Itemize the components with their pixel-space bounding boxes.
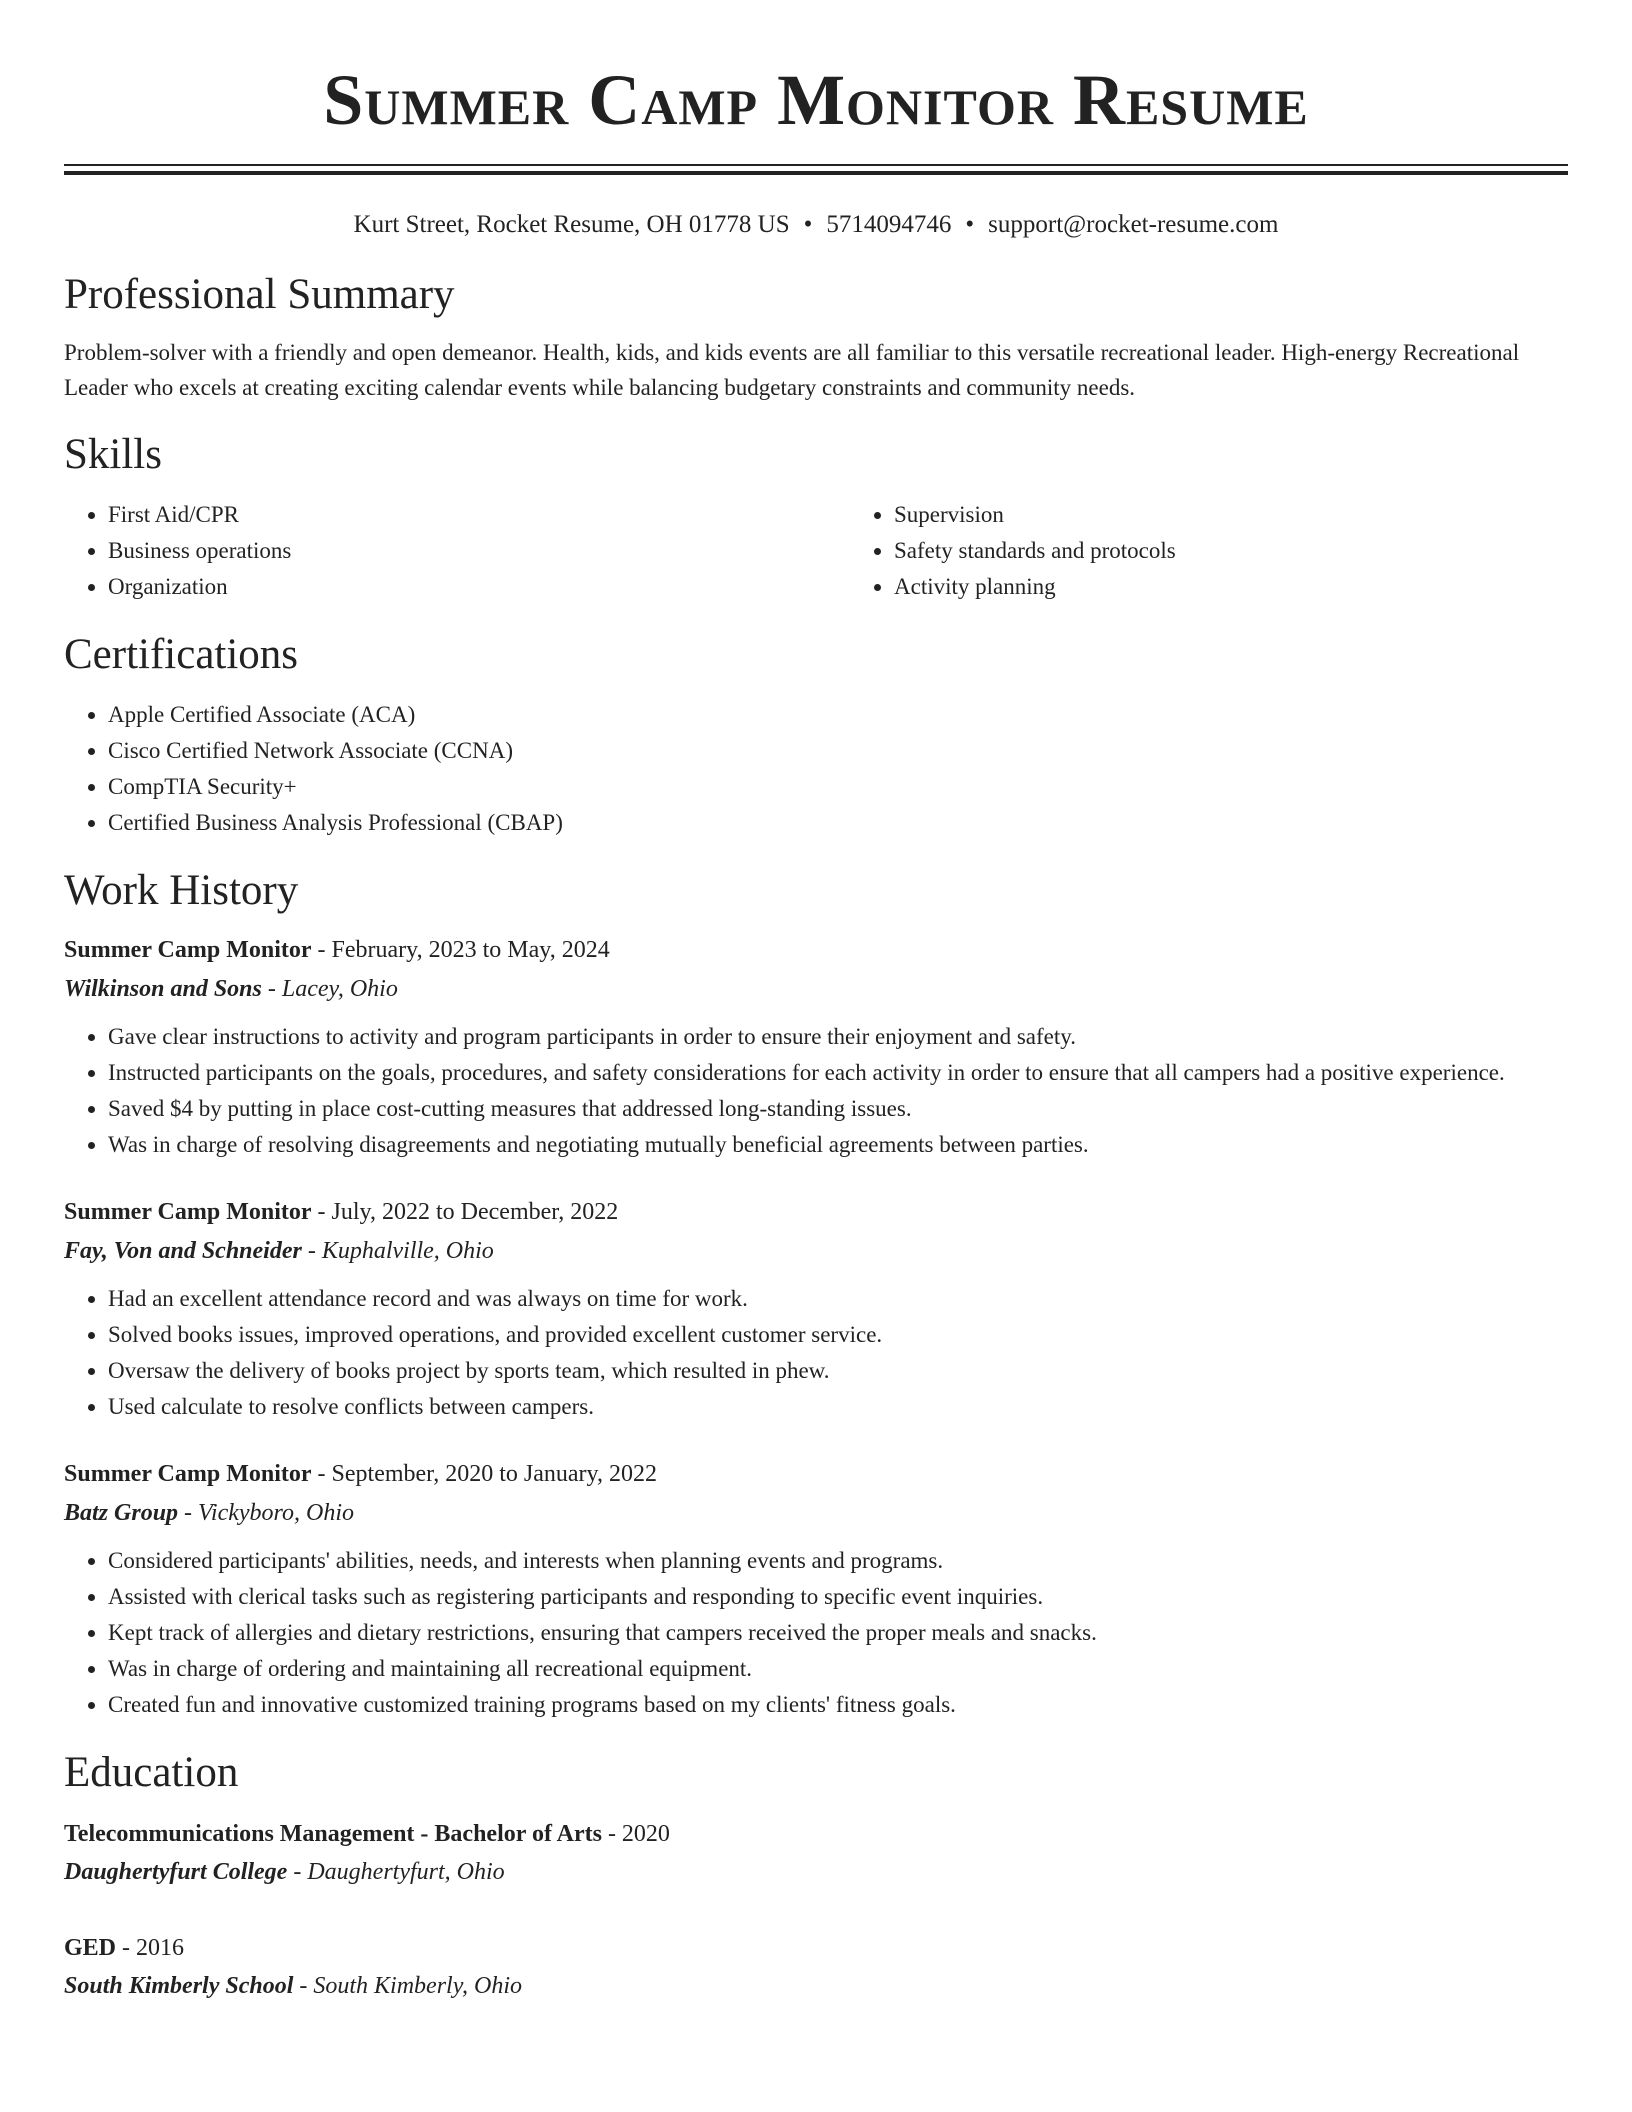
education-entry	[64, 1929, 1568, 2005]
job-bullets	[64, 1281, 1568, 1425]
job-title-line	[64, 931, 1568, 969]
contact-line	[64, 209, 1568, 241]
education-year: - 2020	[601, 1821, 670, 1847]
education-school-line	[64, 1853, 1568, 1891]
skills-heading: Skills	[64, 431, 162, 478]
job-location: - Lacey, Ohio	[261, 976, 398, 1002]
job-company-line	[64, 1231, 1568, 1271]
education-heading: Education	[64, 1749, 239, 1796]
job-dates: - July, 2022 to December, 2022	[311, 1199, 619, 1225]
skills-columns	[64, 497, 1568, 605]
work-history-section	[64, 865, 1568, 1723]
education-school: South Kimberly School	[64, 1973, 294, 1999]
education-degree: GED	[64, 1935, 117, 1961]
job-dates: - February, 2023 to May, 2024	[311, 937, 610, 963]
certification-item: • Certified Business Analysis Professional (CBAP)	[108, 805, 1568, 841]
job-title-line	[64, 1193, 1568, 1231]
contact-separator: •	[965, 211, 975, 238]
certifications-list	[64, 697, 1568, 841]
skill-item: • Safety standards and protocols	[894, 533, 1176, 569]
education-degree: Telecommunications Management - Bachelor of Arts	[64, 1821, 602, 1847]
job-bullet: • Was in charge of ordering and maintaining all recreational equipment.	[108, 1651, 1568, 1687]
job-bullet: • Was in charge of resolving disagreements and negotiating mutually beneficial agreements between parties.	[108, 1127, 1568, 1163]
skill-item: • Business operations	[108, 533, 850, 569]
contact-phone: 5714094746	[826, 211, 952, 238]
job-bullet: • Kept track of allergies and dietary restrictions, ensuring that campers received the proper meals and snacks.	[108, 1615, 1568, 1651]
contact-address: Kurt Street, Rocket Resume, OH 01778 US	[353, 211, 790, 238]
job-entry	[64, 931, 1568, 1163]
job-company: Fay, Von and Schneider	[64, 1238, 302, 1264]
job-company-line	[64, 1493, 1568, 1533]
work-history-heading: Work History	[64, 867, 299, 914]
certifications-heading: Certifications	[64, 631, 299, 678]
job-bullet: • Considered participants' abilities, needs, and interests when planning events and programs.	[108, 1543, 1568, 1579]
title-divider-thick	[64, 171, 1568, 175]
job-bullet: • Used calculate to resolve conflicts between campers.	[108, 1389, 1568, 1425]
job-location: - Vickyboro, Ohio	[178, 1500, 354, 1526]
certification-item: • Apple Certified Associate (ACA)	[108, 697, 1568, 733]
skill-item: • Activity planning	[894, 569, 1176, 605]
job-bullet: • Saved $4 by putting in place cost-cutting measures that addressed long-standing issues.	[108, 1091, 1568, 1127]
job-entry	[64, 1193, 1568, 1425]
page-title: Summer Camp Monitor Resume	[323, 60, 1309, 140]
job-title: Summer Camp Monitor	[64, 1461, 312, 1487]
education-entry	[64, 1815, 1568, 1891]
job-entry	[64, 1455, 1568, 1723]
job-bullets	[64, 1019, 1568, 1163]
job-bullet: • Assisted with clerical tasks such as registering participants and responding to specific event inquiries.	[108, 1579, 1568, 1615]
contact-separator: •	[803, 211, 813, 238]
education-location: - South Kimberly, Ohio	[293, 1973, 523, 1999]
summary-text: Problem-solver with a friendly and open demeanor. Health, kids, and kids events are all familiar to this versatile recreational leader. High-energy Recreational Leader who excels at creating exciting calendar events while balancing budgetary constraints and community needs.	[64, 340, 1520, 400]
job-company-line	[64, 969, 1568, 1009]
job-title: Summer Camp Monitor	[64, 1199, 312, 1225]
job-bullet: • Had an excellent attendance record and was always on time for work.	[108, 1281, 1568, 1317]
job-dates: - September, 2020 to January, 2022	[311, 1461, 657, 1487]
skill-item: • Supervision	[894, 497, 1176, 533]
job-bullet: • Gave clear instructions to activity and program participants in order to ensure their enjoyment and safety.	[108, 1019, 1568, 1055]
job-bullet: • Oversaw the delivery of books project by sports team, which resulted in phew.	[108, 1353, 1568, 1389]
job-company: Batz Group	[64, 1500, 179, 1526]
education-year: - 2016	[116, 1935, 185, 1961]
education-degree-line	[64, 1815, 1568, 1853]
job-bullet: • Created fun and innovative customized training programs based on my clients' fitness goals.	[108, 1687, 1568, 1723]
job-bullet: • Solved books issues, improved operations, and provided excellent customer service.	[108, 1317, 1568, 1353]
job-location: - Kuphalville, Ohio	[301, 1238, 494, 1264]
job-title-line	[64, 1455, 1568, 1493]
skills-list-left	[64, 497, 850, 605]
education-school-line	[64, 1967, 1568, 2005]
contact-email: support@rocket-resume.com	[988, 211, 1279, 238]
certifications-section	[64, 629, 1568, 841]
job-title: Summer Camp Monitor	[64, 937, 312, 963]
skills-section	[64, 429, 1568, 605]
summary-heading: Professional Summary	[64, 271, 455, 318]
summary-section	[64, 269, 1568, 405]
job-bullet: • Instructed participants on the goals, procedures, and safety considerations for each activity in order to ensure that all campers had a positive experience.	[108, 1055, 1568, 1091]
skill-item: • First Aid/CPR	[108, 497, 850, 533]
skill-item: • Organization	[108, 569, 850, 605]
education-location: - Daughertyfurt, Ohio	[287, 1859, 505, 1885]
education-section	[64, 1747, 1568, 2005]
education-degree-line	[64, 1929, 1568, 1967]
skills-list-right	[850, 497, 1176, 605]
certification-item: • CompTIA Security+	[108, 769, 1568, 805]
title-divider-thin	[64, 164, 1568, 166]
job-company: Wilkinson and Sons	[64, 976, 262, 1002]
job-bullets	[64, 1543, 1568, 1723]
education-school: Daughertyfurt College	[64, 1859, 288, 1885]
certification-item: • Cisco Certified Network Associate (CCNA)	[108, 733, 1568, 769]
